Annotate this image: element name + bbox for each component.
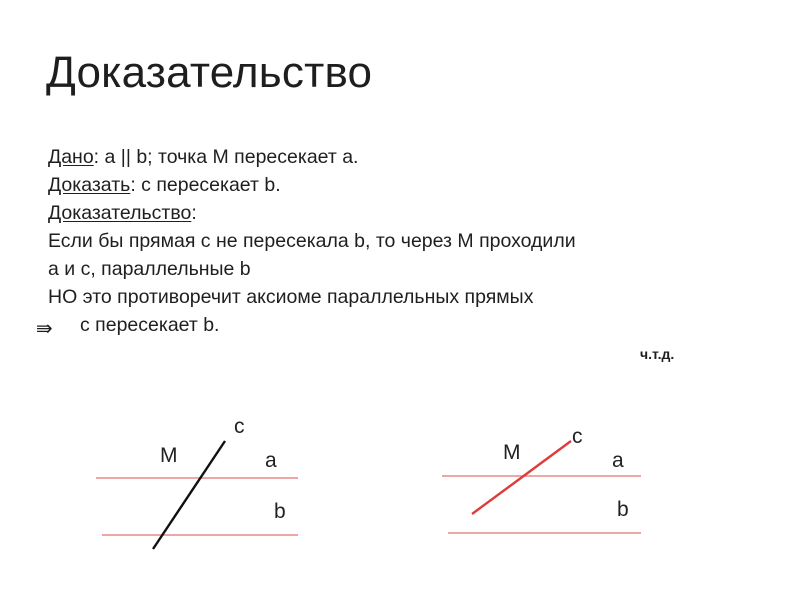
- left-label-c: c: [234, 415, 245, 438]
- prove-text: : c пересекает b.: [130, 174, 281, 196]
- conclusion-text: c пересекает b.: [80, 314, 220, 336]
- right-label-m: M: [503, 441, 521, 464]
- page-title: Доказательство: [46, 48, 373, 97]
- left-label-a: a: [265, 449, 277, 472]
- figure-left: [96, 415, 298, 549]
- given-label: Дано: [48, 146, 94, 168]
- right-label-c: c: [572, 425, 583, 448]
- proof-sentence-1: Если бы прямая c не пересекала b, то через М проходили: [48, 230, 576, 252]
- right-label-a: a: [612, 449, 624, 472]
- implies-arrow-icon: ⇛: [36, 318, 53, 340]
- proof-colon: :: [191, 202, 197, 224]
- figure-right: [442, 425, 641, 533]
- qed-label: ч.т.д.: [640, 346, 675, 362]
- right-transversal-c: [472, 441, 571, 514]
- prove-label: Доказать: [48, 174, 131, 196]
- proof-label: Доказательство: [48, 202, 192, 224]
- left-label-b: b: [274, 500, 286, 523]
- right-label-b: b: [617, 498, 629, 521]
- proof-sentence-2: a и c, параллельные b: [48, 258, 251, 280]
- given-text: : a || b; точка М пересекает a.: [93, 146, 359, 168]
- proof-sentence-3: НО это противоречит аксиоме параллельных прямых: [48, 286, 534, 308]
- left-label-m: M: [160, 444, 178, 467]
